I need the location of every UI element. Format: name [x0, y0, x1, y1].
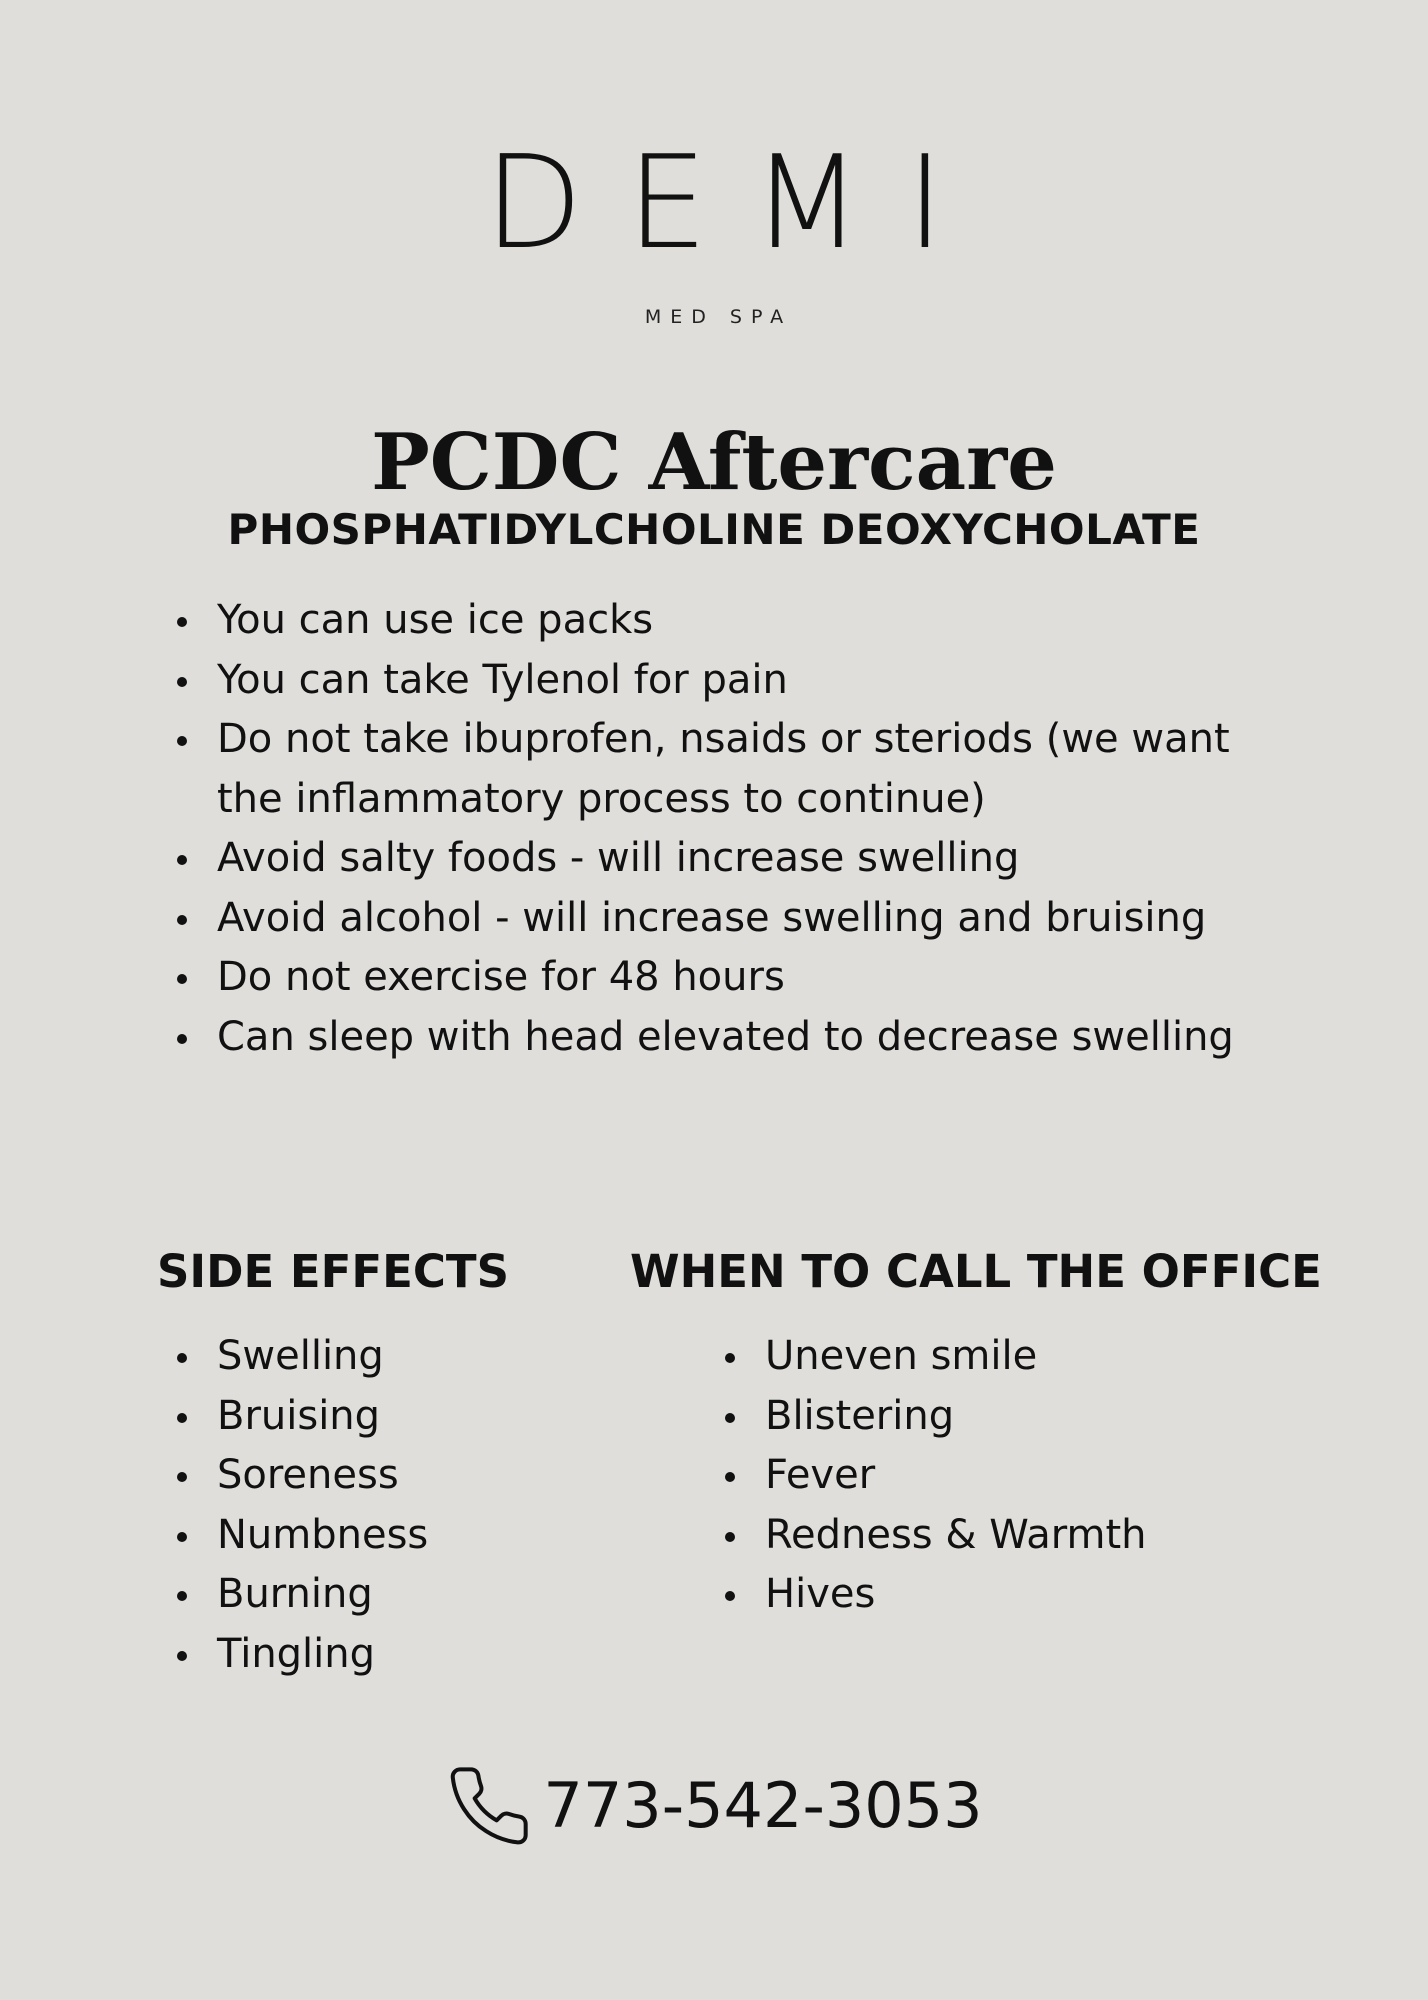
list-item: Burning — [172, 1565, 672, 1625]
list-item: Uneven smile — [720, 1327, 1320, 1387]
list-item: Avoid alcohol - will increase swelling and bruising — [172, 889, 1252, 949]
brand-name: DEMI — [484, 129, 988, 278]
list-item: You can take Tylenol for pain — [172, 651, 1252, 711]
list-item: Fever — [720, 1446, 1320, 1506]
side-effects-heading: SIDE EFFECTS — [157, 1245, 510, 1298]
contact-phone — [0, 1762, 1428, 1850]
list-item: Do not exercise for 48 hours — [172, 948, 1252, 1008]
list-item: Do not take ibuprofen, nsaids or steriods (we want the inflammatory process to continue) — [172, 710, 1252, 829]
list-item: You can use ice packs — [172, 591, 1252, 651]
brand-logo — [0, 129, 1428, 328]
list-item: Redness & Warmth — [720, 1506, 1320, 1566]
aftercare-list — [172, 591, 1252, 1067]
list-item: Avoid salty foods - will increase swelling — [172, 829, 1252, 889]
list-item: Bruising — [172, 1387, 672, 1447]
list-item: Can sleep with head elevated to decrease swelling — [172, 1008, 1252, 1068]
list-item: Hives — [720, 1565, 1320, 1625]
list-item: Tingling — [172, 1625, 672, 1685]
phone-icon — [445, 1762, 533, 1850]
brand-tagline: MED SPA — [644, 306, 793, 328]
page-title: PCDC Aftercare — [371, 417, 1057, 508]
list-item: Blistering — [720, 1387, 1320, 1447]
call-office-list — [720, 1327, 1320, 1625]
side-effects-list — [172, 1327, 672, 1684]
call-office-heading: WHEN TO CALL THE OFFICE — [630, 1245, 1322, 1298]
phone-number[interactable]: 773-542-3053 — [543, 1769, 983, 1842]
list-item: Numbness — [172, 1506, 672, 1566]
list-item: Swelling — [172, 1327, 672, 1387]
list-item: Soreness — [172, 1446, 672, 1506]
page-subtitle: PHOSPHATIDYLCHOLINE DEOXYCHOLATE — [227, 505, 1201, 554]
